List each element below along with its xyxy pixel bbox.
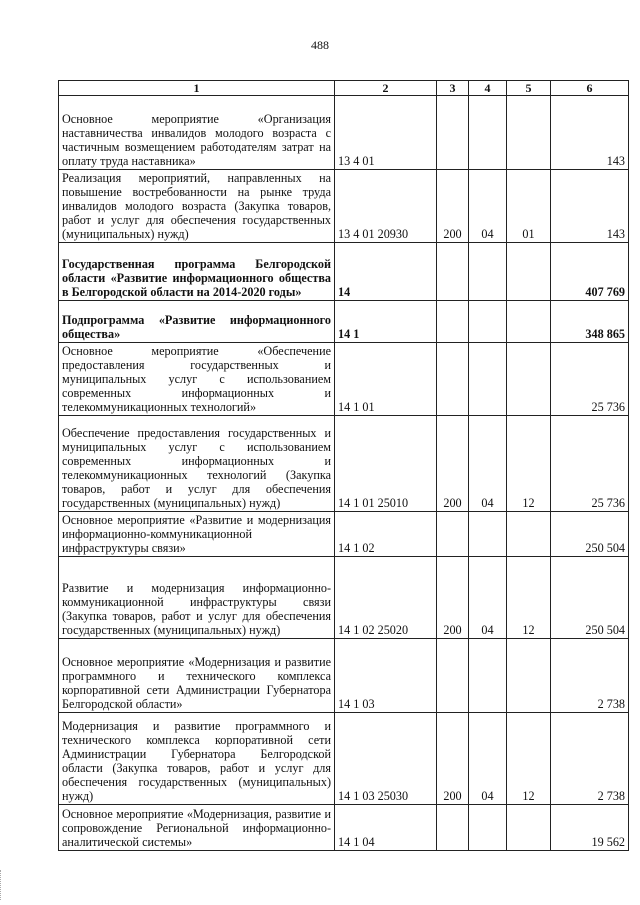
row-description: Подпрограмма «Развитие информационного общества»	[59, 301, 335, 343]
table-row	[59, 96, 629, 170]
row-col-5: 12	[507, 557, 551, 639]
row-amount: 25 736	[551, 416, 629, 512]
row-code: 14	[335, 243, 437, 301]
table-row	[59, 639, 629, 713]
table-row	[59, 416, 629, 512]
row-col-4	[469, 96, 507, 170]
row-amount: 250 504	[551, 512, 629, 557]
row-col-3: 200	[437, 170, 469, 243]
row-col-3	[437, 512, 469, 557]
row-col-5	[507, 639, 551, 713]
header-col-5: 5	[507, 81, 551, 96]
header-row	[59, 81, 629, 96]
row-code: 14 1	[335, 301, 437, 343]
row-col-4	[469, 512, 507, 557]
row-col-5	[507, 243, 551, 301]
row-amount: 25 736	[551, 343, 629, 416]
row-col-5	[507, 512, 551, 557]
row-amount: 2 738	[551, 713, 629, 805]
row-col-4	[469, 243, 507, 301]
table-row	[59, 243, 629, 301]
row-col-4: 04	[469, 557, 507, 639]
row-col-5: 12	[507, 416, 551, 512]
row-description: Основное мероприятие «Организация наставничества инвалидов молодого возраста с частичным возмещением работодателям затрат на оплату труда наставника»	[59, 96, 335, 170]
row-description: Основное мероприятие «Модернизация, развитие и сопровождение Региональной информационно-аналитической системы»	[59, 805, 335, 851]
header-col-3: 3	[437, 81, 469, 96]
table-row	[59, 301, 629, 343]
row-col-3	[437, 639, 469, 713]
row-col-4: 04	[469, 170, 507, 243]
row-code: 14 1 02	[335, 512, 437, 557]
row-description: Реализация мероприятий, направленных на повышение востребованности на рынке труда инвалидов молодого возраста (Закупка товаров, работ и услуг для обеспечения государственных (муниципальных) нужд)	[59, 170, 335, 243]
budget-table	[58, 80, 629, 851]
row-col-3: 200	[437, 416, 469, 512]
row-col-3	[437, 805, 469, 851]
row-amount: 143	[551, 170, 629, 243]
row-description: Модернизация и развитие программного и технического комплекса корпоративной сети Администрации Губернатора Белгородской области (Закупка товаров, работ и услуг для обеспечения государственных (муниципальных) нужд)	[59, 713, 335, 805]
row-col-3	[437, 301, 469, 343]
row-description: Развитие и модернизация информационно-коммуникационной инфраструктуры связи (Закупка товаров, работ и услуг для обеспечения государственных (муниципальных) нужд)	[59, 557, 335, 639]
row-description: Основное мероприятие «Развитие и модернизация информационно-коммуникационной инфраструктуры связи»	[59, 512, 335, 557]
row-col-5: 12	[507, 713, 551, 805]
row-col-5	[507, 343, 551, 416]
row-col-5	[507, 805, 551, 851]
row-code: 14 1 03 25030	[335, 713, 437, 805]
row-col-5	[507, 96, 551, 170]
row-code: 14 1 02 25020	[335, 557, 437, 639]
row-amount: 2 738	[551, 639, 629, 713]
header-col-2: 2	[335, 81, 437, 96]
table-row	[59, 343, 629, 416]
row-amount: 348 865	[551, 301, 629, 343]
row-col-3: 200	[437, 713, 469, 805]
header-col-6: 6	[551, 81, 629, 96]
table-row	[59, 557, 629, 639]
row-amount: 407 769	[551, 243, 629, 301]
row-col-3	[437, 343, 469, 416]
row-col-5: 01	[507, 170, 551, 243]
row-code: 14 1 04	[335, 805, 437, 851]
row-col-4	[469, 343, 507, 416]
margin-mark	[0, 870, 5, 900]
row-description: Обеспечение предоставления государственных и муниципальных услуг с использованием современных информационных и телекоммуникационных технологий (Закупка товаров, работ и услуг для обеспечения государственных (муниципальных) нужд)	[59, 416, 335, 512]
row-description: Основное мероприятие «Модернизация и развитие программного и технического комплекса корпоративной сети Администрации Губернатора Белгородской области»	[59, 639, 335, 713]
row-code: 14 1 01 25010	[335, 416, 437, 512]
row-amount: 250 504	[551, 557, 629, 639]
row-col-5	[507, 301, 551, 343]
row-col-4: 04	[469, 713, 507, 805]
row-col-3: 200	[437, 557, 469, 639]
header-col-1: 1	[59, 81, 335, 96]
row-code: 14 1 03	[335, 639, 437, 713]
row-code: 13 4 01	[335, 96, 437, 170]
row-col-4: 04	[469, 416, 507, 512]
row-col-3	[437, 243, 469, 301]
table-row	[59, 512, 629, 557]
row-code: 14 1 01	[335, 343, 437, 416]
table-row	[59, 713, 629, 805]
row-col-4	[469, 805, 507, 851]
table-row	[59, 805, 629, 851]
row-col-4	[469, 639, 507, 713]
row-col-4	[469, 301, 507, 343]
table-row	[59, 170, 629, 243]
row-col-3	[437, 96, 469, 170]
row-amount: 143	[551, 96, 629, 170]
header-col-4: 4	[469, 81, 507, 96]
row-description: Основное мероприятие «Обеспечение предоставления государственных и муниципальных услуг с использованием современных информационных и телекоммуникационных технологий»	[59, 343, 335, 416]
row-code: 13 4 01 20930	[335, 170, 437, 243]
row-amount: 19 562	[551, 805, 629, 851]
row-description: Государственная программа Белгородской области «Развитие информационного общества в Белгородской области на 2014-2020 годы»	[59, 243, 335, 301]
page-number: 488	[311, 38, 329, 52]
